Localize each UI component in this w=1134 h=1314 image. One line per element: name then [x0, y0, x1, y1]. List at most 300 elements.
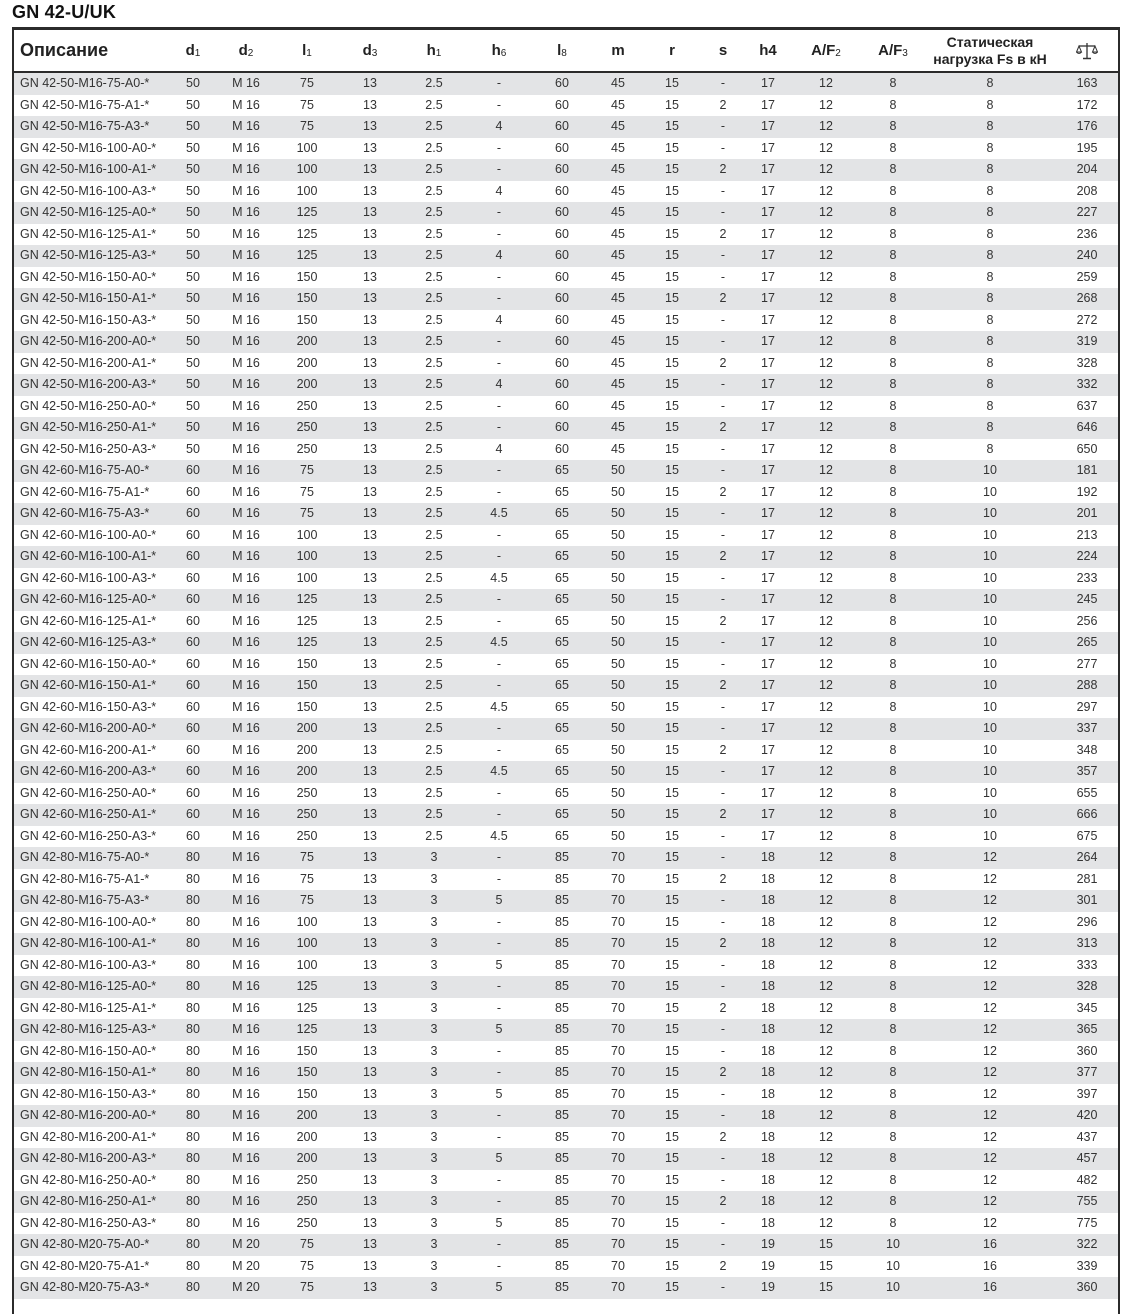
cell-af2: 15	[819, 1237, 833, 1251]
cell-s: -	[720, 635, 726, 649]
cell-weight: 181	[1076, 463, 1098, 477]
cell-af2: 12	[819, 1000, 833, 1015]
cell-d2: M 16	[232, 162, 260, 176]
column-header-weight	[1056, 30, 1118, 72]
cell-af2: 12	[819, 355, 833, 370]
cell-h6: -	[496, 334, 502, 348]
column-label: A/F	[878, 42, 903, 59]
cell-d3: 13	[363, 97, 377, 112]
cell-l8: 65	[555, 678, 569, 692]
column-header-d1	[170, 30, 216, 72]
cell-d3: 13	[363, 1022, 377, 1036]
cell-l1: 75	[300, 1237, 314, 1251]
cell-l1: 150	[296, 699, 318, 714]
cell-d3: 13	[363, 162, 377, 176]
cell-l8: 60	[555, 377, 569, 391]
table-row	[14, 95, 1118, 117]
cell-weight: 755	[1076, 1194, 1098, 1208]
cell-desc: GN 42-50-M16-125-A1-*	[20, 226, 157, 241]
cell-d3: 13	[363, 76, 377, 90]
cell-d2: M 16	[232, 97, 260, 112]
cell-h4: 18	[761, 1065, 775, 1079]
cell-weight: 288	[1076, 678, 1098, 692]
cell-af3: 8	[889, 742, 897, 757]
cell-s: -	[720, 1237, 726, 1251]
cell-d1: 80	[186, 1258, 200, 1273]
cell-desc: GN 42-80-M16-200-A0-*	[20, 1108, 157, 1122]
cell-m: 70	[611, 1258, 625, 1273]
cell-s: -	[720, 119, 726, 133]
column-label: d	[362, 42, 372, 59]
cell-m: 50	[611, 549, 625, 563]
cell-af3: 8	[889, 205, 897, 219]
cell-d1: 60	[186, 678, 200, 692]
cell-load: 16	[983, 1237, 997, 1251]
cell-desc: GN 42-80-M16-125-A1-*	[20, 1000, 157, 1015]
cell-load: 10	[983, 635, 997, 649]
column-header-d2	[216, 30, 276, 72]
cell-s: 2	[719, 162, 727, 176]
table-row	[14, 1234, 1118, 1256]
cell-weight: 332	[1076, 377, 1098, 391]
cell-r: 15	[665, 1129, 679, 1144]
cell-af2: 12	[819, 1043, 833, 1058]
cell-m: 45	[611, 205, 625, 219]
cell-d1: 50	[186, 248, 200, 262]
cell-h4: 17	[761, 441, 775, 456]
cell-d2: M 16	[232, 785, 260, 800]
cell-l1: 75	[300, 871, 314, 886]
cell-l8: 85	[555, 1280, 569, 1294]
cell-d1: 50	[186, 312, 200, 327]
cell-af2: 12	[819, 334, 833, 348]
cell-weight: 245	[1076, 592, 1098, 606]
cell-load: 10	[983, 613, 997, 628]
column-header-h1	[402, 30, 466, 72]
table-row	[14, 1019, 1118, 1041]
cell-h1: 2.5	[425, 119, 443, 133]
cell-weight: 397	[1076, 1086, 1098, 1101]
cell-h6: -	[496, 527, 502, 542]
cell-h1: 3	[430, 1108, 438, 1122]
cell-l8: 60	[555, 334, 569, 348]
cell-af3: 8	[889, 1151, 897, 1165]
cell-r: 15	[665, 785, 679, 800]
cell-d2: M 16	[232, 1043, 260, 1058]
cell-desc: GN 42-80-M16-150-A3-*	[20, 1086, 157, 1101]
cell-h6: -	[496, 355, 502, 370]
cell-load: 10	[983, 570, 997, 585]
column-header-load	[924, 30, 1056, 72]
cell-d1: 50	[186, 291, 200, 305]
cell-d2: M 16	[232, 613, 260, 628]
cell-af3: 8	[889, 871, 897, 886]
cell-af3: 8	[889, 527, 897, 542]
cell-s: -	[720, 441, 726, 456]
cell-af2: 12	[819, 893, 833, 907]
cell-desc: GN 42-60-M16-125-A3-*	[20, 635, 157, 649]
cell-load: 8	[986, 97, 994, 112]
cell-af3: 8	[889, 1043, 897, 1058]
cell-d2: M 16	[232, 764, 260, 778]
cell-s: 2	[719, 420, 727, 434]
cell-l8: 85	[555, 1022, 569, 1036]
cell-desc: GN 42-60-M16-75-A1-*	[20, 484, 150, 499]
table-row	[14, 1277, 1118, 1299]
page-title: GN 42-U/UK	[12, 2, 117, 22]
cell-d3: 13	[363, 1065, 377, 1079]
column-label: A/F	[811, 42, 836, 59]
cell-d1: 60	[186, 613, 200, 628]
cell-af3: 8	[889, 97, 897, 112]
cell-d2: M 16	[232, 269, 260, 284]
cell-h1: 3	[430, 1043, 438, 1058]
table-row	[14, 890, 1118, 912]
cell-d2: M 16	[232, 1151, 260, 1165]
cell-m: 70	[611, 1237, 625, 1251]
table-row	[14, 804, 1118, 826]
cell-h6: -	[496, 226, 502, 241]
cell-h1: 2.5	[425, 592, 443, 606]
cell-r: 15	[665, 312, 679, 327]
cell-weight: 301	[1076, 893, 1098, 907]
cell-load: 12	[983, 914, 997, 929]
cell-l8: 65	[555, 570, 569, 585]
cell-load: 10	[983, 721, 997, 735]
cell-l1: 100	[296, 936, 318, 950]
cell-r: 15	[665, 398, 679, 413]
cell-s: -	[720, 76, 726, 90]
cell-l1: 100	[296, 183, 318, 198]
column-header-desc	[14, 30, 170, 72]
cell-desc: GN 42-80-M16-100-A1-*	[20, 936, 157, 950]
table-row	[14, 1170, 1118, 1192]
cell-weight: 192	[1076, 484, 1098, 499]
cell-s: -	[720, 914, 726, 929]
cell-h1: 2.5	[425, 463, 443, 477]
column-header-l8	[532, 30, 592, 72]
cell-af2: 12	[819, 570, 833, 585]
column-subscript: 3	[371, 48, 378, 59]
cell-r: 15	[665, 1043, 679, 1058]
cell-d3: 13	[363, 506, 377, 520]
cell-weight: 236	[1076, 226, 1098, 241]
cell-d1: 50	[186, 355, 200, 370]
cell-h1: 2.5	[425, 484, 443, 499]
cell-h6: -	[496, 979, 502, 993]
cell-d3: 13	[363, 979, 377, 993]
cell-m: 70	[611, 1129, 625, 1144]
cell-d2: M 20	[232, 1280, 260, 1294]
cell-r: 15	[665, 613, 679, 628]
cell-l1: 125	[296, 1000, 318, 1015]
cell-h1: 2.5	[425, 398, 443, 413]
cell-d1: 80	[186, 1280, 200, 1294]
cell-d2: M 16	[232, 1108, 260, 1122]
cell-weight: 328	[1076, 355, 1098, 370]
cell-d3: 13	[363, 355, 377, 370]
cell-m: 50	[611, 828, 625, 843]
cell-desc: GN 42-50-M16-200-A3-*	[20, 377, 157, 391]
cell-r: 15	[665, 420, 679, 434]
cell-h1: 2.5	[425, 355, 443, 370]
cell-d2: M 16	[232, 957, 260, 972]
cell-h6: -	[496, 140, 502, 155]
cell-d3: 13	[363, 1237, 377, 1251]
cell-d2: M 16	[232, 742, 260, 757]
cell-d1: 50	[186, 334, 200, 348]
cell-d3: 13	[363, 1000, 377, 1015]
cell-h4: 17	[761, 699, 775, 714]
cell-af3: 8	[889, 979, 897, 993]
cell-desc: GN 42-80-M16-200-A1-*	[20, 1129, 157, 1144]
cell-af2: 12	[819, 484, 833, 499]
cell-d2: M 16	[232, 312, 260, 327]
cell-h4: 17	[761, 140, 775, 155]
cell-d1: 60	[186, 742, 200, 757]
cell-af3: 8	[889, 484, 897, 499]
cell-desc: GN 42-60-M16-100-A1-*	[20, 549, 157, 563]
cell-d2: M 20	[232, 1258, 260, 1273]
cell-r: 15	[665, 871, 679, 886]
table-row	[14, 1213, 1118, 1235]
cell-h1: 3	[430, 957, 438, 972]
cell-d3: 13	[363, 441, 377, 456]
cell-load: 8	[986, 441, 994, 456]
cell-h6: 4	[495, 441, 503, 456]
cell-s: -	[720, 828, 726, 843]
cell-af2: 12	[819, 527, 833, 542]
cell-d3: 13	[363, 334, 377, 348]
cell-d2: M 16	[232, 549, 260, 563]
cell-h6: 4	[495, 248, 503, 262]
cell-l8: 60	[555, 97, 569, 112]
cell-load: 8	[986, 76, 994, 90]
cell-l1: 100	[296, 957, 318, 972]
cell-s: 2	[719, 97, 727, 112]
cell-m: 45	[611, 291, 625, 305]
cell-af3: 8	[889, 162, 897, 176]
cell-h6: 4.5	[490, 570, 508, 585]
cell-af2: 12	[819, 785, 833, 800]
cell-m: 50	[611, 742, 625, 757]
cell-h6: 5	[495, 893, 503, 907]
cell-m: 70	[611, 893, 625, 907]
cell-l8: 65	[555, 656, 569, 671]
cell-r: 15	[665, 721, 679, 735]
cell-af2: 12	[819, 1086, 833, 1101]
cell-h6: -	[496, 398, 502, 413]
cell-r: 15	[665, 1086, 679, 1101]
cell-d1: 80	[186, 936, 200, 950]
cell-load: 10	[983, 828, 997, 843]
cell-r: 15	[665, 183, 679, 198]
cell-l8: 85	[555, 936, 569, 950]
cell-s: -	[720, 1108, 726, 1122]
cell-h4: 17	[761, 570, 775, 585]
cell-s: -	[720, 656, 726, 671]
cell-weight: 233	[1076, 570, 1098, 585]
cell-s: -	[720, 183, 726, 198]
cell-desc: GN 42-50-M16-250-A0-*	[20, 398, 157, 413]
cell-d1: 60	[186, 570, 200, 585]
cell-h1: 2.5	[425, 334, 443, 348]
column-header-m	[592, 30, 644, 72]
cell-h4: 17	[761, 635, 775, 649]
cell-r: 15	[665, 957, 679, 972]
cell-weight: 437	[1076, 1129, 1098, 1144]
cell-load: 10	[983, 463, 997, 477]
cell-m: 45	[611, 183, 625, 198]
cell-weight: 272	[1076, 312, 1098, 327]
cell-af2: 12	[819, 635, 833, 649]
cell-d3: 13	[363, 721, 377, 735]
cell-l1: 125	[296, 613, 318, 628]
cell-d1: 50	[186, 97, 200, 112]
cell-s: 2	[719, 807, 727, 821]
cell-af2: 12	[819, 162, 833, 176]
cell-af2: 12	[819, 828, 833, 843]
cell-m: 70	[611, 850, 625, 864]
cell-af2: 12	[819, 76, 833, 90]
cell-desc: GN 42-80-M16-250-A0-*	[20, 1172, 157, 1187]
cell-r: 15	[665, 592, 679, 606]
cell-r: 15	[665, 1151, 679, 1165]
cell-s: -	[720, 506, 726, 520]
column-label: d	[185, 42, 195, 59]
cell-l8: 85	[555, 1000, 569, 1015]
cell-d2: M 16	[232, 699, 260, 714]
cell-h6: -	[496, 76, 502, 90]
table-row	[14, 245, 1118, 267]
cell-h1: 3	[430, 1258, 438, 1273]
cell-h6: 4.5	[490, 828, 508, 843]
cell-af3: 8	[889, 312, 897, 327]
cell-m: 70	[611, 914, 625, 929]
cell-l1: 75	[300, 97, 314, 112]
cell-load: 10	[983, 656, 997, 671]
cell-af2: 12	[819, 721, 833, 735]
cell-desc: GN 42-60-M16-150-A1-*	[20, 678, 157, 692]
cell-h4: 18	[761, 871, 775, 886]
cell-af3: 8	[889, 1108, 897, 1122]
column-subscript: 6	[500, 48, 507, 59]
cell-af3: 8	[889, 420, 897, 434]
cell-weight: 163	[1076, 76, 1098, 90]
cell-af2: 12	[819, 205, 833, 219]
cell-af3: 8	[889, 226, 897, 241]
table-row	[14, 826, 1118, 848]
cell-desc: GN 42-50-M16-125-A0-*	[20, 205, 157, 219]
cell-d2: M 16	[232, 635, 260, 649]
cell-load: 8	[986, 312, 994, 327]
cell-r: 15	[665, 914, 679, 929]
cell-s: 2	[719, 1194, 727, 1208]
cell-l1: 125	[296, 226, 318, 241]
cell-s: 2	[719, 871, 727, 886]
cell-d3: 13	[363, 463, 377, 477]
cell-af3: 8	[889, 914, 897, 929]
cell-s: -	[720, 721, 726, 735]
cell-h6: -	[496, 807, 502, 821]
cell-m: 50	[611, 721, 625, 735]
column-label: r	[669, 42, 675, 59]
cell-h6: 4.5	[490, 699, 508, 714]
cell-desc: GN 42-80-M20-75-A1-*	[20, 1258, 150, 1273]
cell-h1: 3	[430, 936, 438, 950]
column-header-h4	[746, 30, 790, 72]
cell-h1: 2.5	[425, 226, 443, 241]
column-label: d	[238, 42, 248, 59]
cell-weight: 297	[1076, 699, 1098, 714]
cell-d2: M 16	[232, 248, 260, 262]
cell-af2: 15	[819, 1258, 833, 1273]
cell-m: 45	[611, 162, 625, 176]
cell-h1: 2.5	[425, 183, 443, 198]
cell-h6: -	[496, 785, 502, 800]
cell-d1: 80	[186, 1043, 200, 1058]
cell-l1: 125	[296, 1022, 318, 1036]
cell-h4: 19	[761, 1280, 775, 1294]
cell-r: 15	[665, 635, 679, 649]
cell-af3: 8	[889, 248, 897, 262]
cell-d3: 13	[363, 742, 377, 757]
cell-weight: 172	[1076, 97, 1098, 112]
cell-h1: 3	[430, 1151, 438, 1165]
table-row	[14, 611, 1118, 633]
cell-d2: M 16	[232, 76, 260, 90]
cell-d2: M 16	[232, 377, 260, 391]
cell-load: 8	[986, 398, 994, 413]
cell-l1: 75	[300, 119, 314, 133]
cell-h4: 17	[761, 226, 775, 241]
cell-l8: 85	[555, 1086, 569, 1101]
cell-load: 8	[986, 205, 994, 219]
cell-l1: 250	[296, 1194, 318, 1208]
cell-s: -	[720, 957, 726, 972]
cell-d3: 13	[363, 656, 377, 671]
cell-l8: 85	[555, 1065, 569, 1079]
cell-d3: 13	[363, 893, 377, 907]
cell-h4: 17	[761, 506, 775, 520]
cell-weight: 195	[1076, 140, 1098, 155]
column-label: h	[426, 42, 436, 59]
cell-af2: 12	[819, 699, 833, 714]
cell-d3: 13	[363, 957, 377, 972]
cell-h4: 19	[761, 1237, 775, 1251]
cell-h4: 18	[761, 1043, 775, 1058]
cell-d2: M 16	[232, 398, 260, 413]
cell-s: -	[720, 893, 726, 907]
cell-m: 70	[611, 1086, 625, 1101]
table-row	[14, 417, 1118, 439]
cell-af2: 12	[819, 248, 833, 262]
cell-desc: GN 42-50-M16-150-A3-*	[20, 312, 157, 327]
cell-d1: 80	[186, 1108, 200, 1122]
cell-af2: 12	[819, 463, 833, 477]
cell-m: 50	[611, 613, 625, 628]
cell-af3: 8	[889, 355, 897, 370]
cell-s: 2	[719, 549, 727, 563]
cell-weight: 360	[1076, 1043, 1098, 1058]
cell-h6: -	[496, 936, 502, 950]
cell-d2: M 20	[232, 1237, 260, 1251]
cell-af3: 8	[889, 635, 897, 649]
cell-r: 15	[665, 893, 679, 907]
cell-af2: 12	[819, 1194, 833, 1208]
cell-d1: 60	[186, 549, 200, 563]
cell-l8: 65	[555, 828, 569, 843]
